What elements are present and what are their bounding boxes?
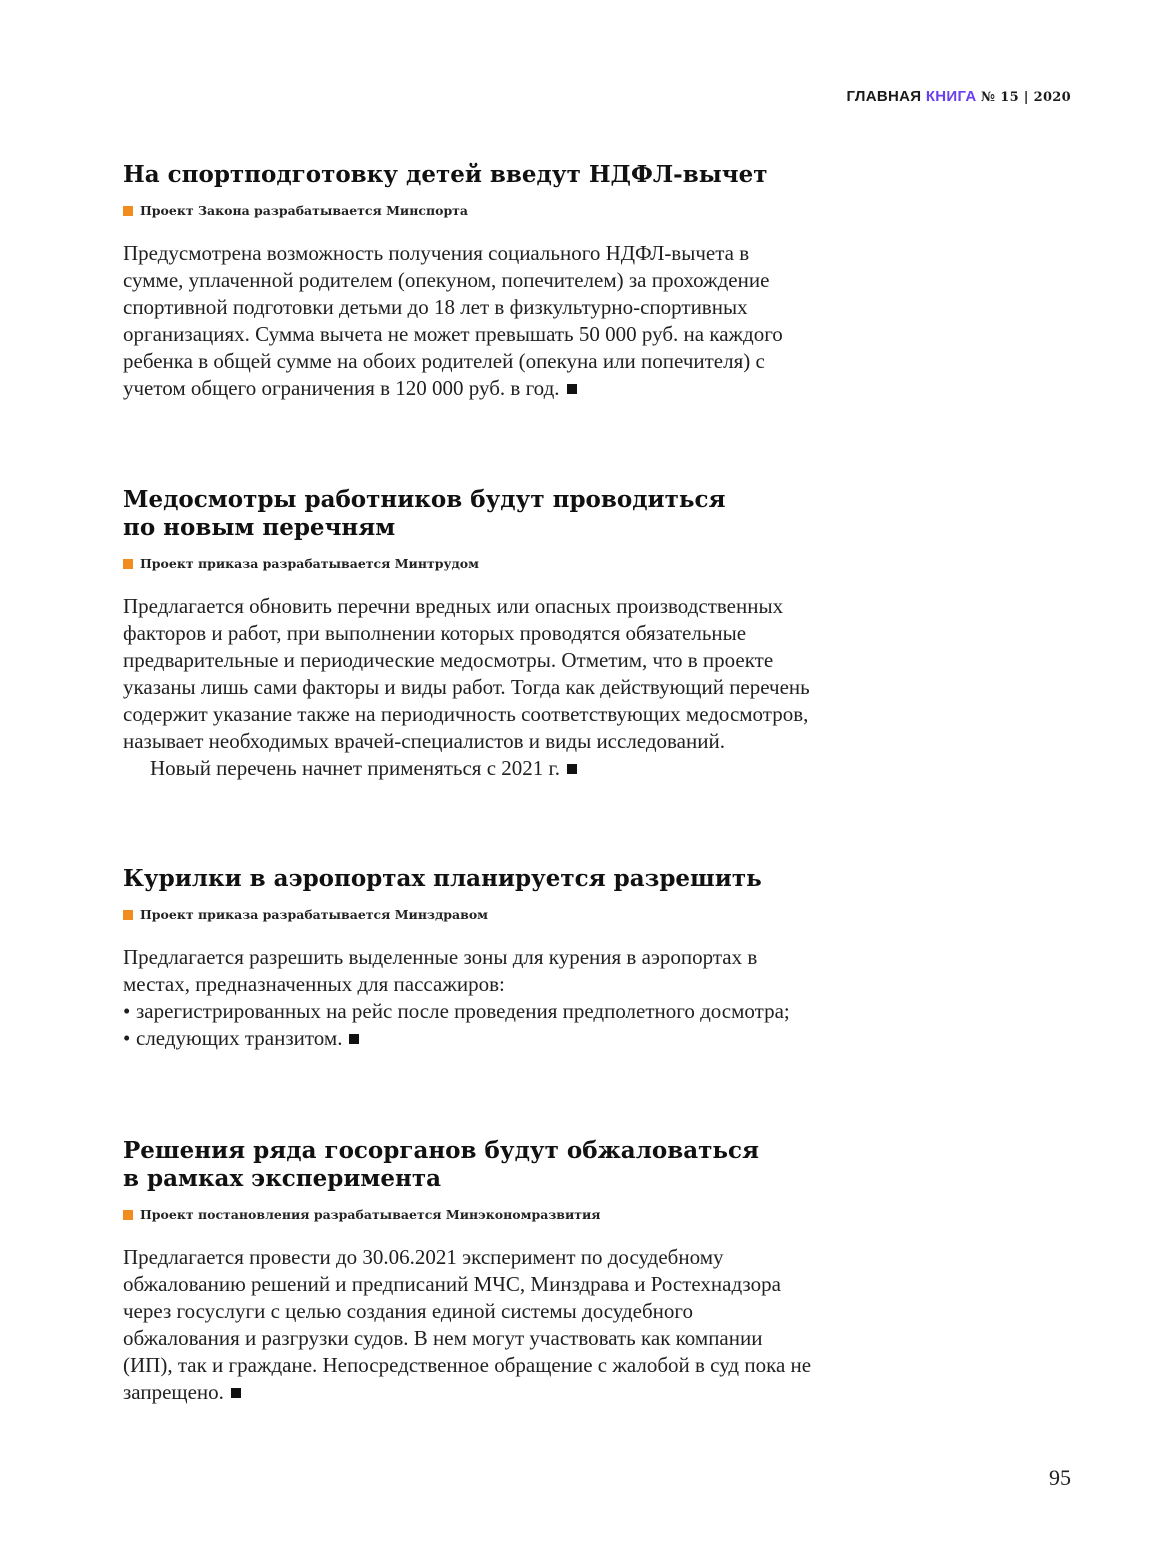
- article-source-text: Проект приказа разрабатывается Минздравом: [140, 907, 489, 922]
- bullet-list: [123, 998, 813, 1052]
- article-source-text: Проект Закона разрабатывается Минспорта: [140, 203, 469, 218]
- end-of-article-icon: [231, 1388, 241, 1398]
- article-airport-smoking: [123, 865, 813, 1052]
- article-body: [123, 240, 813, 402]
- article-title-line: по новым перечням: [123, 514, 396, 541]
- article-source: [123, 907, 813, 922]
- article-body: [123, 1244, 813, 1406]
- end-of-article-icon: [567, 384, 577, 394]
- article-title: [123, 1137, 813, 1193]
- orange-square-icon: [123, 910, 133, 920]
- orange-square-icon: [123, 1210, 133, 1220]
- brand-name-part1: ГЛАВНАЯ: [846, 88, 922, 105]
- article-paragraph: Новый перечень начнет применяться с 2021 г.: [150, 756, 561, 780]
- article-paragraph: Предлагается разрешить выделенные зоны для курения в аэропортах в местах, предназначенных для пассажиров:: [123, 945, 758, 996]
- article-body: [123, 593, 813, 782]
- article-title-line: Медосмотры работников будут проводиться: [123, 486, 726, 513]
- article-source: [123, 556, 813, 571]
- running-header: [847, 88, 1072, 105]
- article-appeal-experiment: [123, 1137, 813, 1406]
- article-title-line: Решения ряда госорганов будут обжаловаться: [123, 1137, 759, 1164]
- article-medical-checkups: [123, 486, 813, 782]
- article-source: [123, 203, 813, 218]
- page-number: 95: [1049, 1465, 1071, 1490]
- list-item: • зарегистрированных на рейс после проведения предполетного досмотра;: [123, 998, 813, 1025]
- article-paragraph: Предусмотрена возможность получения социального НДФЛ-вычета в сумме, уплаченной родителем (опекуном, попечителем) за прохождение спортивной подготовки детьми до 18 лет в физкультурно-спортивных организациях. Сумма вычета не может превышать 50 000 руб. на каждого ребенка в общей сумме на обоих родителей (опекуна или попечителя) с учетом общего ограничения в 120 000 руб. в год.: [123, 241, 783, 400]
- orange-square-icon: [123, 559, 133, 569]
- article-paragraph: Предлагается обновить перечни вредных или опасных производственных факторов и работ, при выполнении которых проводятся обязательные предварительные и периодические медосмотры. Отметим, что в проекте указаны лишь сами факторы и виды работ. Тогда как действующий перечень содержит указание также на периодичность соответствующих медосмотров, называет необходимых врачей-специалистов и виды исследований.: [123, 594, 810, 753]
- article-source: [123, 1207, 813, 1222]
- orange-square-icon: [123, 206, 133, 216]
- article-title: На спортподготовку детей введут НДФЛ-вычет: [123, 161, 768, 188]
- article-paragraph: Предлагается провести до 30.06.2021 эксперимент по досудебному обжалованию решений и предписаний МЧС, Минздрава и Ростехнадзора через госуслуги с целью создания единой системы досудебного обжалования и разгрузки судов. В нем могут участвовать как компании (ИП), так и граждане. Непосредственное обращение с жалобой в суд пока не запрещено.: [123, 1245, 812, 1404]
- issue-label: № 15 | 2020: [980, 90, 1071, 105]
- article-sport-deduction: [123, 161, 813, 402]
- article-title: [123, 486, 813, 542]
- list-item: • следующих транзитом.: [123, 1025, 813, 1052]
- article-body: [123, 944, 813, 1052]
- end-of-article-icon: [349, 1034, 359, 1044]
- end-of-article-icon: [567, 764, 577, 774]
- article-source-text: Проект приказа разрабатывается Минтрудом: [140, 556, 479, 571]
- article-source-text: Проект постановления разрабатывается Минэкономразвития: [140, 1207, 601, 1222]
- article-title-line: в рамках эксперимента: [123, 1165, 442, 1192]
- brand-name-part2: КНИГА: [925, 88, 977, 105]
- article-title: Курилки в аэропортах планируется разрешить: [123, 865, 762, 892]
